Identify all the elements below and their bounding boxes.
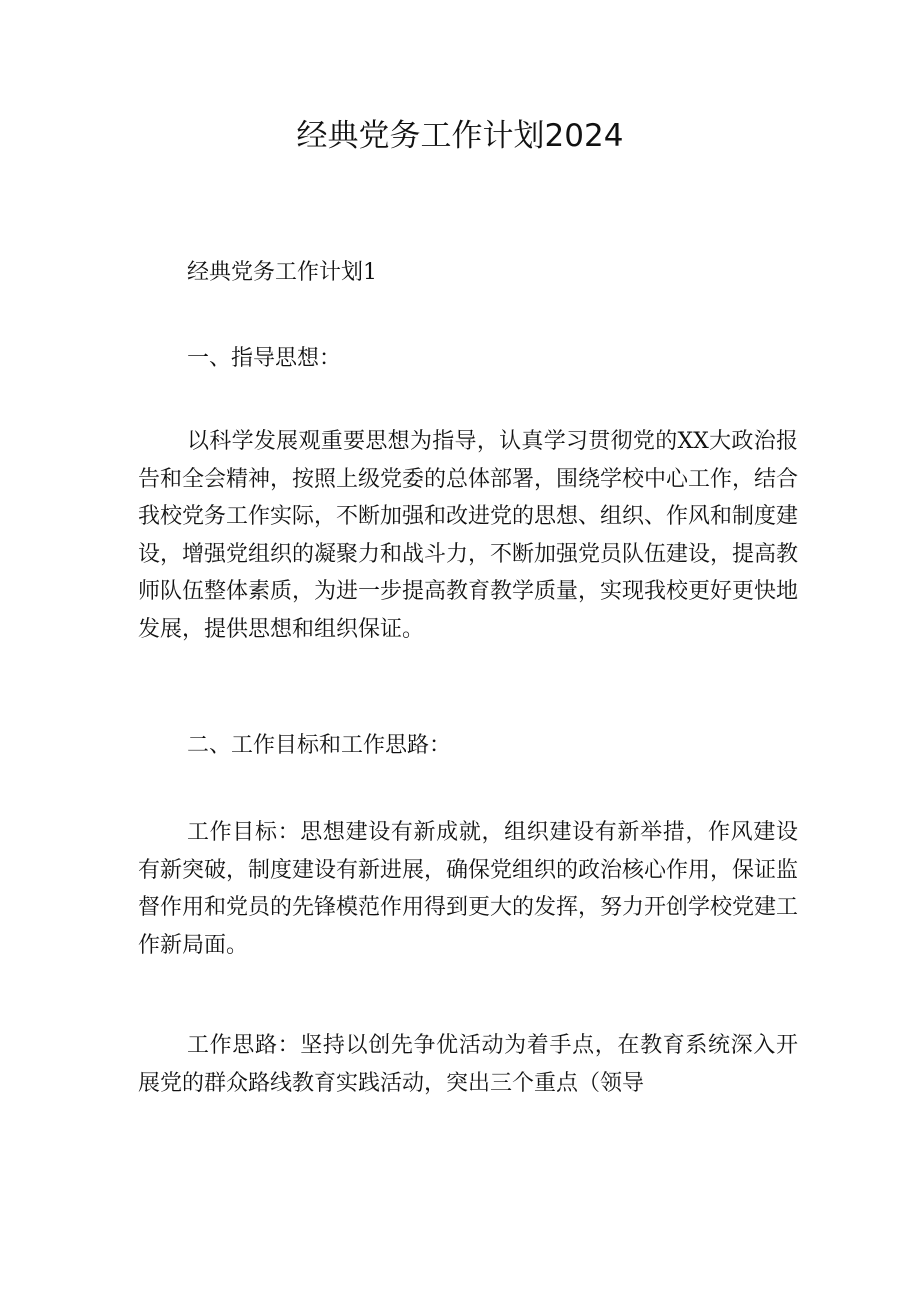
section-heading-guiding-ideology: 一、指导思想： bbox=[187, 346, 342, 371]
section-heading-goals-and-approach: 二、工作目标和工作思路： bbox=[187, 733, 452, 758]
plan-heading: 经典党务工作计划1 bbox=[187, 260, 377, 285]
paragraph-work-approach: 工作思路：坚持以创先争优活动为着手点，在教育系统深入开展党的群众路线教育实践活动，突出三个重点（领导 bbox=[138, 1033, 798, 1096]
paragraph-guiding-ideology: 以科学发展观重要思想为指导，认真学习贯彻党的XX大政治报告和全会精神，按照上级党委的总体部署，围绕学校中心工作，结合我校党务工作实际，不断加强和改进党的思想、组织、作风和制度建设，增强党组织的凝聚力和战斗力，不断加强党员队伍建设，提高教师队伍整体素质，为进一步提高教育教学质量，实现我校更好更快地发展，提供思想和组织保证。 bbox=[138, 429, 799, 642]
document-title: 经典党务工作计划2024 bbox=[296, 118, 624, 154]
paragraph-work-goals: 工作目标：思想建设有新成就，组织建设有新举措，作风建设有新突破，制度建设有新进展，确保党组织的政治核心作用，保证监督作用和党员的先锋模范作用得到更大的发挥，努力开创学校党建工作新局面。 bbox=[138, 820, 799, 958]
